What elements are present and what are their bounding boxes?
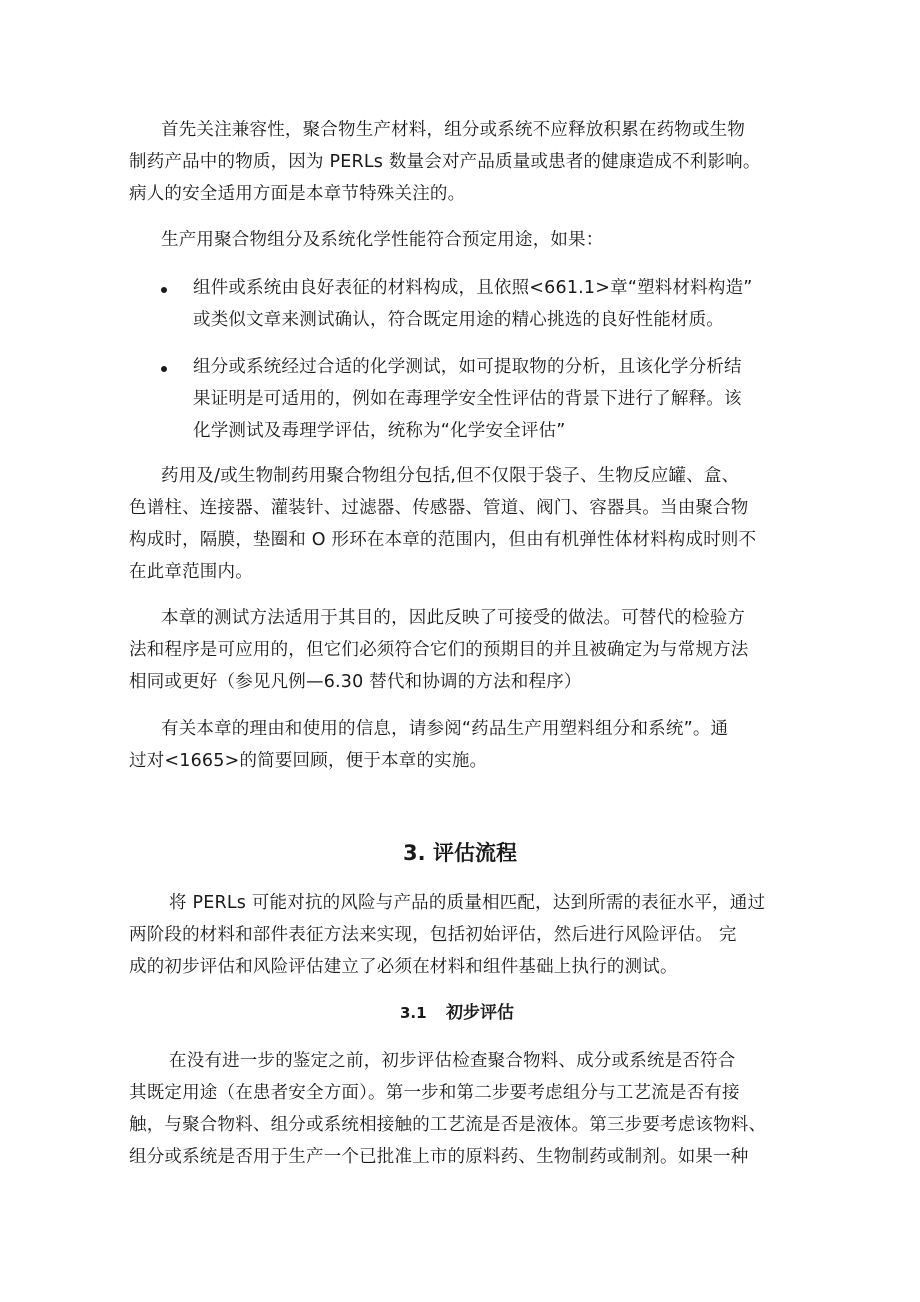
bullet-dot-1 <box>161 287 167 293</box>
section-3-1-line-1: 在没有进一步的鉴定之前，初步评估检查聚合物料、成分或系统是否符合 <box>169 1051 736 1071</box>
paragraph-4-line-2: 法和程序是可应用的，但它们必须符合它们的预期目的并且被确定为与常规方法 <box>129 640 749 660</box>
section-3-1-heading <box>400 1001 514 1025</box>
paragraph-3-line-2: 色谱柱、连接器、灌装针、过滤器、传感器、管道、阀门、容器具。当由聚合物 <box>129 498 749 518</box>
bullet-dot-2 <box>161 366 167 372</box>
section-3-1-line-2: 其既定用途（在患者安全方面）。第一步和第二步要考虑组分与工艺流是否有接 <box>129 1083 740 1103</box>
section-3-line-3: 成的初步评估和风险评估建立了必须在材料和组件基础上执行的测试。 <box>129 957 678 977</box>
paragraph-1-line-1: 首先关注兼容性，聚合物生产材料，组分或系统不应释放积累在药物或生物 <box>161 120 746 140</box>
section-3-1-line-3: 触，与聚合物料、组分或系统相接触的工艺流是否是液体。第三步要考虑该物料、 <box>129 1115 767 1135</box>
section-3-1-line-4: 组分或系统是否用于生产一个已批准上市的原料药、生物制药或制剂。如果一种 <box>129 1147 749 1167</box>
paragraph-2-line-1: 生产用聚合物组分及系统化学性能符合预定用途，如果： <box>161 230 604 250</box>
paragraph-3-line-1: 药用及/或生物制药用聚合物组分包括,但不仅限于袋子、生物反应罐、盒、 <box>161 466 740 486</box>
bullet-1-line-1: 组件或系统由良好表征的材料构成，且依照<661.1>章“塑料材料构造” <box>193 278 753 298</box>
section-3-line-2: 两阶段的材料和部件表征方法来实现，包括初始评估，然后进行风险评估。 完 <box>129 925 737 945</box>
section-3-1-number: 3.1 <box>400 1004 427 1022</box>
paragraph-5-line-2: 过对<1665>的简要回顾，便于本章的实施。 <box>129 751 488 771</box>
paragraph-4-line-3: 相同或更好（参见凡例—6.30 替代和协调的方法和程序） <box>129 672 582 692</box>
bullet-1-line-2: 或类似文章来测试确认，符合既定用途的精心挑选的良好性能材质。 <box>193 310 724 330</box>
paragraph-3-line-4: 在此章范围内。 <box>129 562 253 582</box>
section-3-heading: 3. 评估流程 <box>403 841 517 865</box>
paragraph-1-line-3: 病人的安全适用方面是本章节特殊关注的。 <box>129 184 466 204</box>
paragraph-4-line-1: 本章的测试方法适用于其目的，因此反映了可接受的做法。可替代的检验方 <box>161 608 746 628</box>
paragraph-3-line-3: 构成时，隔膜，垫圈和 O 形环在本章的范围内，但由有机弹性体材料构成时则不 <box>129 530 757 550</box>
paragraph-1-line-2: 制药产品中的物质，因为 PERLs 数量会对产品质量或患者的健康造成不利影响。 <box>129 152 761 172</box>
bullet-2-line-3: 化学测试及毒理学评估，统称为“化学安全评估” <box>193 421 566 441</box>
bullet-2-line-2: 果证明是可适用的，例如在毒理学安全性评估的背景下进行了解释。该 <box>193 389 742 409</box>
paragraph-5-line-1: 有关本章的理由和使用的信息，请参阅“药品生产用塑料组分和系统”。通 <box>161 719 729 739</box>
section-3-line-1: 将 PERLs 可能对抗的风险与产品的质量相匹配，达到所需的表征水平，通过 <box>169 893 766 913</box>
bullet-2-line-1: 组分或系统经过合适的化学测试，如可提取物的分析，且该化学分析结 <box>193 357 742 377</box>
section-3-1-title: 初步评估 <box>446 1003 514 1023</box>
